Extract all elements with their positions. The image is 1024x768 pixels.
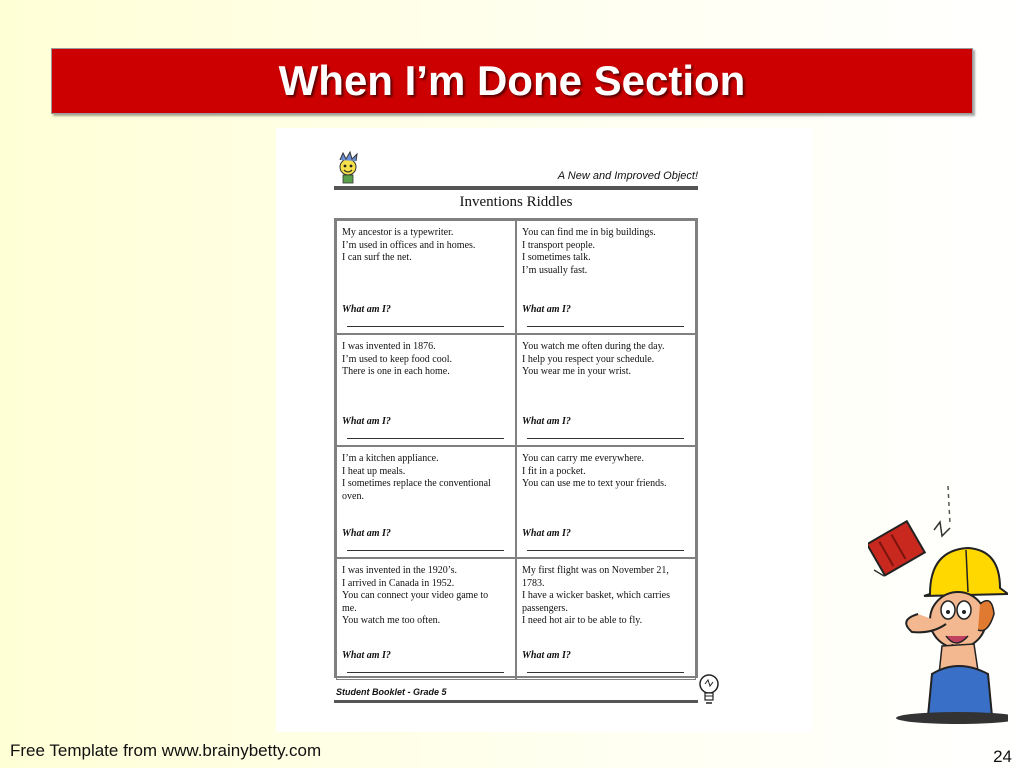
page-number: 24 bbox=[993, 747, 1012, 766]
riddle-line: I have a wicker basket, which carries bbox=[522, 590, 670, 601]
answer-blank bbox=[527, 540, 684, 551]
riddle-line: My first flight was on November 21, bbox=[522, 565, 669, 576]
riddle-text bbox=[342, 565, 510, 628]
riddle-cell bbox=[516, 334, 696, 446]
riddle-line: passengers. bbox=[522, 602, 568, 614]
riddle-line: You can connect your video game to bbox=[342, 590, 489, 601]
worksheet-header bbox=[334, 150, 698, 190]
header-rule bbox=[334, 186, 698, 190]
riddle-question: What am I? bbox=[522, 304, 571, 315]
riddle-line: I help you respect your schedule. bbox=[522, 353, 655, 365]
riddle-cell bbox=[516, 220, 696, 334]
riddle-cell bbox=[336, 558, 516, 680]
riddle-line: You can use me to text your friends. bbox=[522, 478, 667, 489]
riddle-text bbox=[342, 453, 510, 503]
riddle-line: I was invented in the 1920’s. bbox=[342, 565, 457, 576]
riddle-line: oven. bbox=[342, 490, 364, 502]
riddle-line: I sometimes replace the conventional bbox=[342, 478, 491, 489]
riddle-question: What am I? bbox=[522, 416, 571, 427]
riddle-question: What am I? bbox=[342, 416, 391, 427]
riddle-line: You watch me often during the day. bbox=[522, 341, 665, 352]
cartoon-kid-icon bbox=[334, 150, 362, 184]
riddle-line: I’m usually fast. bbox=[522, 264, 588, 276]
riddle-cell bbox=[516, 558, 696, 680]
worksheet-image bbox=[276, 128, 813, 732]
riddle-text bbox=[342, 227, 510, 265]
riddle-text bbox=[342, 341, 510, 379]
riddle-cell bbox=[336, 446, 516, 558]
riddle-cell bbox=[516, 446, 696, 558]
riddle-grid bbox=[334, 218, 698, 678]
answer-blank bbox=[527, 316, 684, 327]
slide-title-banner bbox=[51, 48, 973, 114]
worksheet-footer: Student Booklet - Grade 5 bbox=[336, 687, 447, 697]
riddle-line: I’m a kitchen appliance. bbox=[342, 453, 439, 464]
riddle-question: What am I? bbox=[342, 650, 391, 661]
riddle-text bbox=[522, 227, 690, 277]
riddle-line: I heat up meals. bbox=[342, 465, 406, 477]
riddle-cell bbox=[336, 220, 516, 334]
answer-blank bbox=[347, 540, 504, 551]
riddle-line: I fit in a pocket. bbox=[522, 465, 586, 477]
riddle-question: What am I? bbox=[522, 650, 571, 661]
riddle-line: You watch me too often. bbox=[342, 615, 441, 626]
riddle-line: You can find me in big buildings. bbox=[522, 227, 656, 238]
riddle-line: I can surf the net. bbox=[342, 252, 412, 263]
riddle-text bbox=[522, 453, 690, 491]
riddle-line: I’m used in offices and in homes. bbox=[342, 239, 476, 251]
riddle-line: There is one in each home. bbox=[342, 366, 450, 377]
riddle-line: You can carry me everywhere. bbox=[522, 453, 644, 464]
slide-title: When I’m Done Section bbox=[278, 57, 746, 104]
riddle-line: I transport people. bbox=[522, 239, 596, 251]
riddle-line: 1783. bbox=[522, 577, 545, 589]
lightbulb-icon bbox=[696, 672, 722, 706]
construction-worker-falling-brick-icon bbox=[868, 484, 1008, 724]
riddle-text bbox=[522, 341, 690, 379]
riddle-text bbox=[522, 565, 690, 628]
riddle-line: me. bbox=[342, 602, 357, 614]
riddle-question: What am I? bbox=[522, 528, 571, 539]
footer-rule bbox=[334, 700, 698, 703]
riddle-line: You wear me in your wrist. bbox=[522, 366, 631, 377]
worksheet-title: Inventions Riddles bbox=[459, 194, 573, 210]
answer-blank bbox=[347, 316, 504, 327]
answer-blank bbox=[347, 428, 504, 439]
riddle-line: I sometimes talk. bbox=[522, 252, 591, 263]
riddle-line: I’m used to keep food cool. bbox=[342, 353, 452, 365]
riddle-question: What am I? bbox=[342, 528, 391, 539]
riddle-line: I was invented in 1876. bbox=[342, 341, 436, 352]
riddle-line: I arrived in Canada in 1952. bbox=[342, 577, 455, 589]
riddle-line: My ancestor is a typewriter. bbox=[342, 227, 454, 238]
worksheet-brand: A New and Improved Object! bbox=[557, 170, 698, 182]
footer-credit: Free Template from www.brainybetty.com bbox=[10, 741, 322, 760]
riddle-cell bbox=[336, 334, 516, 446]
answer-blank bbox=[527, 662, 684, 673]
answer-blank bbox=[527, 428, 684, 439]
answer-blank bbox=[347, 662, 504, 673]
riddle-question: What am I? bbox=[342, 304, 391, 315]
riddle-line: I need hot air to be able to fly. bbox=[522, 615, 643, 626]
